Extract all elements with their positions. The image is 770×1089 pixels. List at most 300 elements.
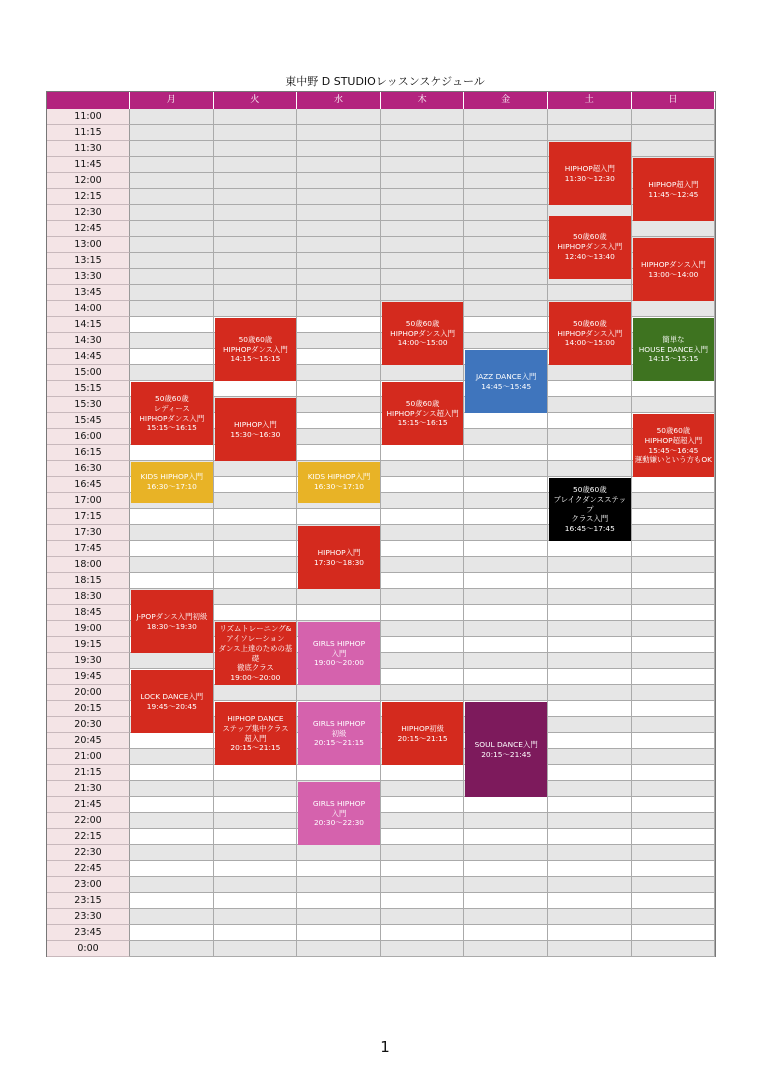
schedule-cell <box>297 285 381 301</box>
schedule-cell <box>464 893 548 909</box>
schedule-cell <box>464 621 548 637</box>
day-header: 月 <box>130 92 214 109</box>
schedule-cell <box>130 173 214 189</box>
schedule-cell <box>130 301 214 317</box>
schedule-cell <box>548 109 632 125</box>
schedule-cell <box>464 669 548 685</box>
schedule-cell <box>214 829 298 845</box>
lesson-block[interactable] <box>131 590 213 653</box>
time-label: 20:15 <box>47 701 130 717</box>
schedule-cell <box>464 445 548 461</box>
schedule-cell <box>297 685 381 701</box>
schedule-cell <box>548 701 632 717</box>
schedule-cell <box>130 157 214 173</box>
schedule-cell <box>297 381 381 397</box>
lesson-text: 超入門 <box>244 733 267 743</box>
schedule-cell <box>130 829 214 845</box>
lesson-block[interactable] <box>298 622 380 685</box>
time-label: 23:30 <box>47 909 130 925</box>
schedule-cell <box>381 861 465 877</box>
schedule-cell <box>297 349 381 365</box>
schedule-cell <box>548 365 632 381</box>
lesson-text: 15:15〜16:15 <box>397 418 448 428</box>
schedule-cell <box>381 557 465 573</box>
lesson-block[interactable] <box>549 302 631 365</box>
schedule-cell <box>130 365 214 381</box>
lesson-text: GIRLS HIPHOP <box>312 798 366 808</box>
schedule-cell <box>297 877 381 893</box>
schedule-cell <box>632 701 716 717</box>
lesson-text: KIDS HIPHOP入門 <box>140 472 204 482</box>
schedule-cell <box>381 525 465 541</box>
schedule-cell <box>632 653 716 669</box>
schedule-cell <box>130 445 214 461</box>
schedule-cell <box>214 237 298 253</box>
schedule-cell <box>381 189 465 205</box>
schedule-cell <box>464 845 548 861</box>
schedule-cell <box>130 765 214 781</box>
lesson-text: HIPHOPダンス入門 <box>557 328 623 338</box>
time-label: 22:45 <box>47 861 130 877</box>
schedule-cell <box>130 733 214 749</box>
time-label: 18:00 <box>47 557 130 573</box>
lesson-block[interactable] <box>131 382 213 445</box>
schedule-cell <box>297 205 381 221</box>
schedule-cell <box>214 909 298 925</box>
schedule-cell <box>464 925 548 941</box>
lesson-text: 16:30〜17:10 <box>146 482 197 492</box>
schedule-cell <box>297 861 381 877</box>
schedule-cell <box>214 605 298 621</box>
schedule-cell <box>297 925 381 941</box>
schedule-cell <box>214 557 298 573</box>
lesson-block[interactable] <box>465 702 547 797</box>
schedule-cell <box>548 765 632 781</box>
schedule-cell <box>297 301 381 317</box>
time-label: 20:30 <box>47 717 130 733</box>
schedule-cell <box>548 893 632 909</box>
time-label: 12:15 <box>47 189 130 205</box>
schedule-cell <box>381 157 465 173</box>
lesson-text: 15:45〜16:45 <box>648 445 699 455</box>
schedule-cell <box>464 493 548 509</box>
schedule-cell <box>464 685 548 701</box>
schedule-cell <box>548 397 632 413</box>
schedule-cell <box>464 317 548 333</box>
lesson-text: 14:00〜15:00 <box>564 338 615 348</box>
day-header: 木 <box>381 92 465 109</box>
schedule-cell <box>130 333 214 349</box>
schedule-cell <box>214 477 298 493</box>
lesson-text: HIPHOPダンス入門 <box>557 242 623 252</box>
lesson-text: 徹底クラス <box>237 663 274 673</box>
schedule-cell <box>548 829 632 845</box>
schedule-cell <box>297 429 381 445</box>
schedule-cell <box>464 173 548 189</box>
schedule-cell <box>548 589 632 605</box>
schedule-cell <box>381 797 465 813</box>
schedule-cell <box>632 685 716 701</box>
schedule-cell <box>381 221 465 237</box>
lesson-text: HIPHOP超入門 <box>648 179 699 189</box>
schedule-cell <box>548 621 632 637</box>
time-label: 23:00 <box>47 877 130 893</box>
schedule-cell <box>632 589 716 605</box>
schedule-cell <box>214 797 298 813</box>
schedule-cell <box>632 557 716 573</box>
schedule-cell <box>214 157 298 173</box>
lesson-text: 50歳60歳 <box>573 484 607 494</box>
lesson-text: 入門 <box>331 808 347 818</box>
schedule-cell <box>464 253 548 269</box>
time-label: 13:00 <box>47 237 130 253</box>
schedule-cell <box>381 445 465 461</box>
schedule-cell <box>381 669 465 685</box>
schedule-cell <box>464 653 548 669</box>
lesson-text: 50歳60歳 <box>238 334 273 344</box>
lesson-text: 19:45〜20:45 <box>146 701 197 711</box>
schedule-cell <box>130 557 214 573</box>
schedule-cell <box>632 125 716 141</box>
lesson-text: 50歳60歳 <box>405 318 440 328</box>
schedule-cell <box>130 797 214 813</box>
schedule-cell <box>548 445 632 461</box>
schedule-cell <box>214 845 298 861</box>
schedule-cell <box>214 925 298 941</box>
schedule-cell <box>381 653 465 669</box>
lesson-text: 15:15〜16:15 <box>146 423 197 433</box>
schedule-cell <box>297 893 381 909</box>
schedule-cell <box>381 925 465 941</box>
schedule-cell <box>130 781 214 797</box>
lesson-text: HIPHOP入門 <box>317 547 361 557</box>
lesson-text: 14:45〜15:45 <box>481 381 532 391</box>
schedule-cell <box>632 877 716 893</box>
schedule-cell <box>297 157 381 173</box>
lesson-text: HOUSE DANCE入門 <box>638 344 709 354</box>
time-label: 17:00 <box>47 493 130 509</box>
schedule-cell <box>130 941 214 957</box>
time-label: 17:15 <box>47 509 130 525</box>
lesson-text: HIPHOPダンス入門 <box>139 413 205 423</box>
lesson-text: クラス入門 <box>571 514 609 524</box>
lesson-text: 50歳60歳 <box>573 318 607 328</box>
time-label: 16:00 <box>47 429 130 445</box>
schedule-cell <box>297 941 381 957</box>
schedule-cell <box>464 909 548 925</box>
schedule-cell <box>464 429 548 445</box>
lesson-block[interactable] <box>298 526 380 589</box>
schedule-cell <box>297 413 381 429</box>
lesson-text: 19:00〜20:00 <box>313 658 364 668</box>
lesson-text: 簡単な <box>662 334 685 344</box>
schedule-cell <box>632 109 716 125</box>
schedule-cell <box>381 893 465 909</box>
schedule-cell <box>548 653 632 669</box>
lesson-text: 17:30〜18:30 <box>313 557 364 567</box>
time-label: 16:15 <box>47 445 130 461</box>
schedule-cell <box>548 861 632 877</box>
lesson-text: HIPHOPダンス入門 <box>390 328 456 338</box>
lesson-block[interactable] <box>465 350 547 413</box>
schedule-cell <box>130 845 214 861</box>
lesson-block[interactable] <box>549 142 631 205</box>
schedule-cell <box>381 237 465 253</box>
schedule-cell <box>548 413 632 429</box>
time-label: 12:45 <box>47 221 130 237</box>
lesson-block[interactable] <box>131 670 213 733</box>
lesson-text: 20:15〜21:15 <box>397 733 448 743</box>
lesson-text: レディース <box>153 403 190 413</box>
time-label: 17:45 <box>47 541 130 557</box>
schedule-cell <box>464 941 548 957</box>
header-corner <box>47 92 130 109</box>
schedule-cell <box>297 765 381 781</box>
lesson-block[interactable] <box>298 462 380 503</box>
schedule-cell <box>214 141 298 157</box>
lesson-text: 20:15〜21:15 <box>230 743 281 753</box>
lesson-block[interactable] <box>215 622 297 685</box>
lesson-text: HIPHOPダンス入門 <box>640 259 706 269</box>
lesson-block[interactable] <box>549 216 631 279</box>
time-label: 13:15 <box>47 253 130 269</box>
schedule-cell <box>130 749 214 765</box>
schedule-cell <box>632 749 716 765</box>
schedule-cell <box>464 413 548 429</box>
schedule-cell <box>130 269 214 285</box>
day-header: 火 <box>214 92 298 109</box>
lesson-text: HIPHOPダンス超入門 <box>386 408 459 418</box>
day-header: 日 <box>632 92 716 109</box>
schedule-cell <box>214 221 298 237</box>
lesson-text: 50歳60歳 <box>405 398 440 408</box>
time-label: 12:30 <box>47 205 130 221</box>
lesson-text: KIDS HIPHOP入門 <box>307 472 371 482</box>
schedule-cell <box>214 861 298 877</box>
schedule-cell <box>214 461 298 477</box>
schedule-cell <box>130 909 214 925</box>
lesson-block[interactable] <box>382 702 464 765</box>
schedule-cell <box>214 509 298 525</box>
time-label: 17:30 <box>47 525 130 541</box>
schedule-cell <box>632 941 716 957</box>
schedule-cell <box>632 477 716 493</box>
lesson-block[interactable] <box>215 398 297 461</box>
schedule-cell <box>381 509 465 525</box>
time-label: 23:45 <box>47 925 130 941</box>
schedule-cell <box>548 461 632 477</box>
time-label: 20:45 <box>47 733 130 749</box>
lesson-text: 14:15〜15:15 <box>648 354 699 364</box>
schedule-cell <box>381 477 465 493</box>
schedule-cell <box>632 733 716 749</box>
schedule-cell <box>548 877 632 893</box>
lesson-block[interactable] <box>549 478 631 541</box>
lesson-block[interactable] <box>382 382 464 445</box>
schedule-cell <box>214 205 298 221</box>
lesson-text: 運動嫌いという方もOK <box>634 455 712 465</box>
lesson-text: 13:00〜14:00 <box>648 269 699 279</box>
lesson-block[interactable] <box>633 318 715 381</box>
schedule-cell <box>464 237 548 253</box>
lesson-block[interactable] <box>633 414 715 477</box>
schedule-cell <box>464 589 548 605</box>
lesson-block[interactable] <box>298 782 380 845</box>
schedule-cell <box>381 765 465 781</box>
schedule-cell <box>548 797 632 813</box>
lesson-text: 入門 <box>331 648 347 658</box>
schedule-cell <box>464 573 548 589</box>
schedule-cell <box>297 109 381 125</box>
schedule-cell <box>130 125 214 141</box>
schedule-cell <box>297 237 381 253</box>
schedule-cell <box>548 685 632 701</box>
schedule-cell <box>214 765 298 781</box>
schedule-cell <box>464 605 548 621</box>
schedule-cell <box>381 621 465 637</box>
lesson-text: ダンス上達のための基礎 <box>218 643 293 663</box>
schedule-cell <box>214 813 298 829</box>
lesson-text: 20:15〜21:15 <box>313 738 364 748</box>
lesson-text: LOCK DANCE入門 <box>140 691 204 701</box>
schedule-cell <box>297 269 381 285</box>
schedule-cell <box>464 541 548 557</box>
schedule-cell <box>214 589 298 605</box>
time-label: 20:00 <box>47 685 130 701</box>
time-label: 21:45 <box>47 797 130 813</box>
time-label: 23:15 <box>47 893 130 909</box>
schedule-cell <box>548 813 632 829</box>
schedule-cell <box>130 141 214 157</box>
schedule-cell <box>297 605 381 621</box>
schedule-cell <box>464 269 548 285</box>
schedule-cell <box>632 605 716 621</box>
schedule-cell <box>130 349 214 365</box>
schedule-cell <box>130 189 214 205</box>
schedule-cell <box>632 301 716 317</box>
lesson-block[interactable] <box>131 462 213 503</box>
schedule-cell <box>130 925 214 941</box>
schedule-cell <box>381 205 465 221</box>
time-label: 21:15 <box>47 765 130 781</box>
lesson-block[interactable] <box>633 238 715 301</box>
schedule-cell <box>632 829 716 845</box>
time-label: 19:15 <box>47 637 130 653</box>
schedule-cell <box>381 109 465 125</box>
schedule-cell <box>464 221 548 237</box>
schedule-cell <box>297 317 381 333</box>
lesson-text: 14:15〜15:15 <box>230 354 281 364</box>
time-label: 19:30 <box>47 653 130 669</box>
schedule-cell <box>297 397 381 413</box>
schedule-cell <box>548 637 632 653</box>
schedule-cell <box>381 829 465 845</box>
time-label: 11:45 <box>47 157 130 173</box>
schedule-cell <box>214 109 298 125</box>
schedule-cell <box>548 669 632 685</box>
time-label: 15:15 <box>47 381 130 397</box>
lesson-text: 初級 <box>331 728 347 738</box>
schedule-cell <box>214 877 298 893</box>
lesson-block[interactable] <box>215 318 297 381</box>
schedule-cell <box>464 829 548 845</box>
schedule-cell <box>214 189 298 205</box>
schedule-cell <box>214 493 298 509</box>
schedule-cell <box>548 573 632 589</box>
lesson-text: HIPHOPダンス入門 <box>222 344 288 354</box>
lesson-text: HIPHOP超超入門 <box>644 435 703 445</box>
lesson-block[interactable] <box>633 158 715 221</box>
schedule-cell <box>632 797 716 813</box>
schedule-cell <box>632 509 716 525</box>
schedule-cell <box>381 605 465 621</box>
schedule-cell <box>632 925 716 941</box>
schedule-cell <box>464 301 548 317</box>
schedule-cell <box>214 525 298 541</box>
schedule-cell <box>548 717 632 733</box>
lesson-block[interactable] <box>215 702 297 765</box>
time-label: 14:00 <box>47 301 130 317</box>
schedule-cell <box>130 253 214 269</box>
time-label: 18:15 <box>47 573 130 589</box>
schedule-cell <box>548 541 632 557</box>
time-label: 11:30 <box>47 141 130 157</box>
schedule-cell <box>632 893 716 909</box>
lesson-text: J-POPダンス入門初級 <box>136 611 208 621</box>
lesson-text: GIRLS HIPHOP <box>312 638 366 648</box>
schedule-cell <box>464 461 548 477</box>
schedule-cell <box>632 717 716 733</box>
schedule-cell <box>464 285 548 301</box>
schedule-cell <box>632 781 716 797</box>
time-label: 0:00 <box>47 941 130 957</box>
time-label: 22:30 <box>47 845 130 861</box>
schedule-cell <box>632 765 716 781</box>
schedule-cell <box>381 141 465 157</box>
schedule-cell <box>464 525 548 541</box>
schedule-cell <box>297 141 381 157</box>
lesson-text: ブレイクダンスステップ <box>553 494 627 514</box>
schedule-cell <box>548 381 632 397</box>
schedule-cell <box>130 237 214 253</box>
lesson-text: 16:30〜17:10 <box>313 482 364 492</box>
schedule-cell <box>464 509 548 525</box>
schedule-cell <box>381 269 465 285</box>
schedule-cell <box>464 477 548 493</box>
schedule-cell <box>381 253 465 269</box>
schedule-cell <box>464 861 548 877</box>
lesson-block[interactable] <box>382 302 464 365</box>
schedule-cell <box>464 877 548 893</box>
lesson-text: リズムトレーニング& <box>219 623 292 633</box>
schedule-cell <box>548 733 632 749</box>
schedule-cell <box>464 637 548 653</box>
lesson-block[interactable] <box>298 702 380 765</box>
schedule-cell <box>130 573 214 589</box>
schedule-cell <box>130 317 214 333</box>
schedule-cell <box>548 941 632 957</box>
schedule-cell <box>548 925 632 941</box>
day-header: 金 <box>464 92 548 109</box>
time-label: 11:15 <box>47 125 130 141</box>
lesson-text: 11:45〜12:45 <box>648 189 699 199</box>
schedule-cell <box>632 397 716 413</box>
schedule-cell <box>214 125 298 141</box>
lesson-text: JAZZ DANCE入門 <box>476 371 537 381</box>
time-label: 14:30 <box>47 333 130 349</box>
schedule-cell <box>130 653 214 669</box>
schedule-cell <box>297 365 381 381</box>
